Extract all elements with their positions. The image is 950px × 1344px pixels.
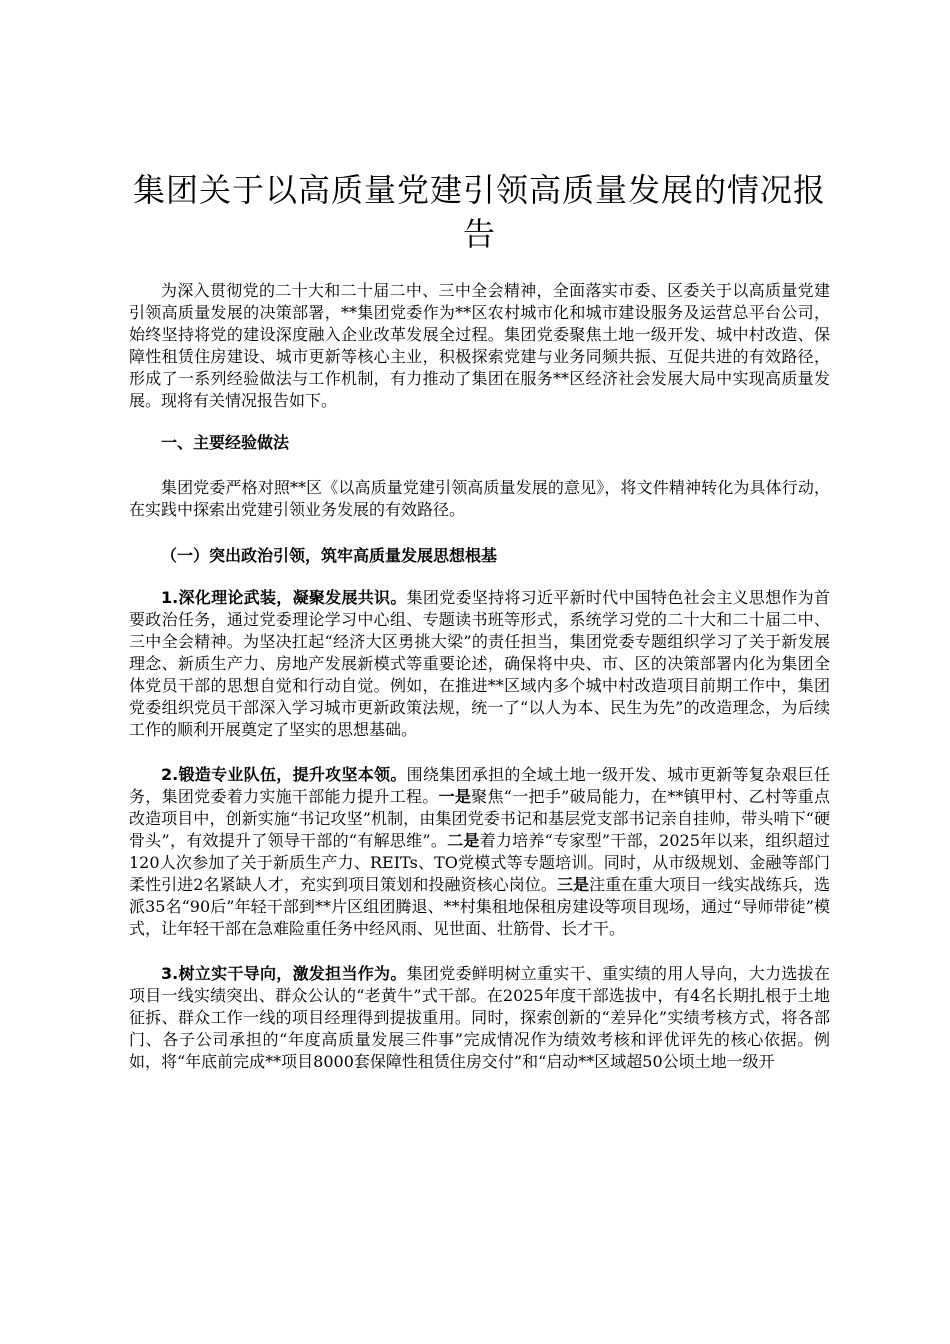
document-title: 集团关于以高质量党建引领高质量发展的情况报告	[132, 171, 826, 253]
item-3-lead: 3.树立实干导向，激发担当作为。	[161, 964, 407, 983]
item-2-part-3: 着力培养“专家型”干部，2025年以来，组织超过120人次参加了关于新质生产力、REITs、TO党模式等专题培训。同时，从市级规划、金融等部门柔性引进2名紧缺人才，充实到项目策划和投融资核心岗位。	[129, 831, 830, 894]
subsection-heading-political-guidance: （一）突出政治引领，筑牢高质量发展思想根基	[161, 546, 498, 565]
item-1-lead: 1.深化理论武装，凝聚发展共识。	[161, 588, 407, 607]
item-2-keyword-3: 三是	[556, 875, 590, 894]
section-intro-paragraph: 集团党委严格对照**区《以高质量党建引领高质量发展的意见》，将文件精神转化为具体行动，在实践中探索出党建引领业务发展的有效路径。	[129, 478, 830, 519]
intro-paragraph: 为深入贯彻党的二十大和二十届二中、三中全会精神，全面落实市委、区委关于以高质量党建引领高质量发展的决策部署，**集团党委作为**区农村城市化和城市建设服务及运营总平台公司，始终坚持将党的建设深度融入企业改革发展全过程。集团党委聚焦土地一级开发、城中村改造、保障性租赁住房建设、城市更新等核心主业，积极探索党建与业务同频共振、互促共进的有效路径，形成了一系列经验做法与工作机制，有力推动了集团在服务**区经济社会发展大局中实现高质量发展。现将有关情况报告如下。	[129, 281, 830, 410]
item-1-paragraph	[129, 587, 830, 741]
item-1-body: 集团党委坚持将习近平新时代中国特色社会主义思想作为首要政治任务，通过党委理论学习中心组、专题读书班等形式，系统学习党的二十大和二十届二中、三中全会精神。为坚决扛起“经济大区勇挑大梁”的责任担当，集团党委专题组织学习了关于新发展理念、新质生产力、房地产发展新模式等重要论述，确保将中央、市、区的决策部署内化为集团全体党员干部的思想自觉和行动自觉。例如，在推进**区域内多个城中村改造项目前期工作中，集团党委组织党员干部深入学习城市更新政策法规，统一了“以人为本、民生为先”的改造理念，为后续工作的顺利开展奠定了坚实的思想基础。	[129, 588, 830, 739]
item-2-keyword-2: 二是	[447, 831, 480, 850]
item-2-keyword-1: 一是	[438, 787, 472, 806]
item-3-body: 集团党委鲜明树立重实干、重实绩的用人导向，大力选拔在项目一线实绩突出、群众公认的“老黄牛”式干部。在2025年度干部选拔中，有4名长期扎根于土地征拆、群众工作一线的项目经理得到提拔重用。同时，探索创新的“差异化”实绩考核方式，将各部门、各子公司承担的“年度高质量发展三件事”完成情况作为绩效考核和评优评先的核心依据。例如，将“年底前完成**项目8000套保障性租赁住房交付”和“启动**区域超50公顷土地一级开	[129, 964, 830, 1071]
item-2-part-2: 聚焦“一把手”破局能力，在**镇甲村、乙村等重点改造项目中，创新实施“书记攻坚”机制，由集团党委书记和基层党支部书记亲自挂帅，带头啃下“硬骨头”，有效提升了领导干部的“有解思维”。	[129, 787, 830, 850]
item-2-paragraph	[129, 764, 830, 940]
item-2-part-1: 围绕集团承担的全域土地一级开发、城市更新等复杂艰巨任务，集团党委着力实施干部能力提升工程。	[129, 765, 830, 806]
section-heading-main-experience: 一、主要经验做法	[161, 433, 290, 452]
item-2-part-4: 注重在重大项目一线实战练兵，选派35名“90后”年轻干部到**片区组团腾退、**村集租地保租房建设等项目现场，通过“导师带徒”模式，让年轻干部在急难险重任务中经风雨、见世面、壮筋骨、长才干。	[129, 875, 830, 938]
item-3-paragraph	[129, 963, 830, 1073]
item-2-lead: 2.锻造专业队伍，提升攻坚本领。	[161, 765, 407, 784]
